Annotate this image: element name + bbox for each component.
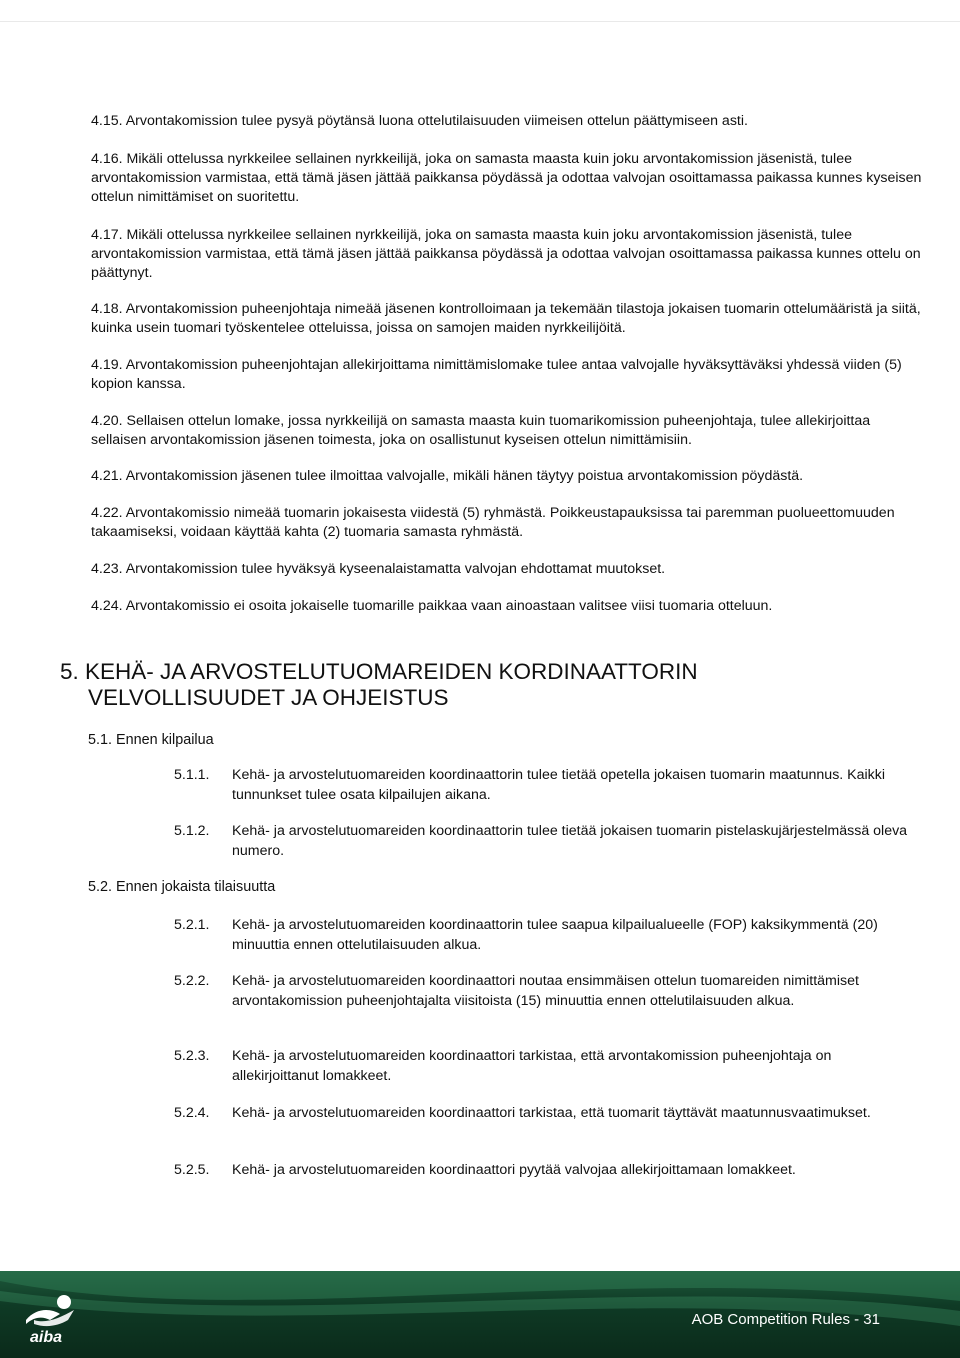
logo-wordmark: aiba bbox=[30, 1329, 63, 1346]
item-5-2-1 bbox=[174, 915, 914, 955]
section-heading-line1: 5. KEHÄ- JA ARVOSTELUTUOMAREIDEN KORDINAATTORIN bbox=[60, 659, 698, 684]
item-5-2-4 bbox=[174, 1103, 914, 1123]
rule-4-24: 4.24. Arvontakomissio ei osoita jokaiselle tuomarille paikkaa vaan ainoastaan valitsee viisi tuomaria otteluun. bbox=[91, 598, 773, 614]
section-heading-line2: VELVOLLISUUDET JA OHJEISTUS bbox=[88, 685, 449, 710]
item-text: Kehä- ja arvostelutuomareiden koordinaattori pyytää valvojaa allekirjoittamaan lomakkeet. bbox=[232, 1162, 796, 1178]
item-number: 5.2.3. bbox=[174, 1048, 210, 1064]
rule-4-22: 4.22. Arvontakomissio nimeää tuomarin jokaisesta viidestä (5) ryhmästä. Poikkeustapauksissa tai paremman puolueettomuuden takaamiseksi, voidaan käyttää kahta (2) tuomaria samasta ryhmästä. bbox=[91, 505, 895, 540]
rule-4-17: 4.17. Mikäli ottelussa nyrkkeilee sellainen nyrkkeilijä, joka on samasta maasta kuin joku arvontakomission jäsenistä, tulee arvontakomission varmistaa, että tämä jäsen jättää paikkansa pöydässä ja odottaa valvojan osoittamassa paikassa kunnes ottelu on päättynyt. bbox=[91, 227, 921, 281]
item-text: Kehä- ja arvostelutuomareiden koordinaattori noutaa ensimmäisen ottelun tuomareiden nimittämiset arvontakomission puheenjohtajalta viisitoista (15) minuuttia ennen ottelutilaisuuden alkua. bbox=[232, 973, 859, 1009]
rule-4-23: 4.23. Arvontakomission tulee hyväksyä kyseenalaistamatta valvojan ehdottamat muutokset. bbox=[91, 561, 666, 577]
item-5-1-1 bbox=[174, 765, 914, 805]
rule-4-18: 4.18. Arvontakomission puheenjohtaja nimeää jäsenen kontrolloimaan ja tekemään tilastoja jokaisen tuomarin ottelumääristä ja siitä, kuinka usein tuomari työskentelee otteluissa, joissa on samojen maiden nyrkkeilijöitä. bbox=[91, 301, 921, 336]
item-5-2-2 bbox=[174, 971, 914, 1011]
item-number: 5.2.4. bbox=[174, 1105, 210, 1121]
rule-4-19: 4.19. Arvontakomission puheenjohtajan allekirjoittama nimittämislomake tulee antaa valvojalle hyväksyttäväksi yhdessä viiden (5) kopion kanssa. bbox=[91, 357, 902, 392]
page-label: AOB Competition Rules - 31 bbox=[691, 1311, 880, 1328]
rule-4-15: 4.15. Arvontakomission tulee pysyä pöytänsä luona ottelutilaisuuden viimeisen ottelun päättymiseen asti. bbox=[91, 113, 748, 129]
subsection-title-5-2: 5.2. Ennen jokaista tilaisuutta bbox=[88, 879, 276, 895]
item-number: 5.2.1. bbox=[174, 917, 210, 933]
item-text: Kehä- ja arvostelutuomareiden koordinaattori tarkistaa, että arvontakomission puheenjohtaja on allekirjoittanut lomakkeet. bbox=[232, 1048, 832, 1084]
item-5-1-2 bbox=[174, 821, 914, 861]
page-top-band bbox=[0, 0, 960, 22]
item-text: Kehä- ja arvostelutuomareiden koordinaattori tarkistaa, että tuomarit täyttävät maatunnusvaatimukset. bbox=[232, 1105, 871, 1121]
item-5-2-3 bbox=[174, 1046, 914, 1086]
aiba-logo bbox=[20, 1290, 90, 1348]
item-text: Kehä- ja arvostelutuomareiden koordinaattorin tulee saapua kilpailualueelle (FOP) kaksikymmentä (20) minuuttia ennen ottelutilaisuuden alkua. bbox=[232, 917, 878, 953]
item-text: Kehä- ja arvostelutuomareiden koordinaattorin tulee tietää opetella jokaisen tuomarin maatunnus. Kaikki tunnunkset tulee osata kilpailujen aikana. bbox=[232, 767, 886, 803]
item-number: 5.2.5. bbox=[174, 1162, 210, 1178]
rule-4-20: 4.20. Sellaisen ottelun lomake, jossa nyrkkeilijä on samasta maasta kuin tuomarikomission puheenjohtaja, tulee allekirjoittaa sellaisen arvontakomission jäsenen toimesta, joka on osallistunut kyseisen ottelun nimittämisiin. bbox=[91, 413, 871, 448]
section-heading bbox=[60, 659, 920, 711]
item-number: 5.1.2. bbox=[174, 823, 210, 839]
item-text: Kehä- ja arvostelutuomareiden koordinaattorin tulee tietää jokaisen tuomarin pistelaskujärjestelmässä oleva numero. bbox=[232, 823, 908, 859]
item-number: 5.2.2. bbox=[174, 973, 210, 989]
subsection-title-5-1: 5.1. Ennen kilpailua bbox=[88, 732, 214, 748]
item-5-2-5 bbox=[174, 1160, 914, 1180]
rule-4-16: 4.16. Mikäli ottelussa nyrkkeilee sellainen nyrkkeilijä, joka on samasta maasta kuin joku arvontakomission jäsenistä, tulee arvontakomission varmistaa, että tämä jäsen jättää paikkansa pöydässä ja odottaa valvojan osoittamassa paikassa kunnes kyseisen ottelun nimittämiset on suoritettu. bbox=[91, 151, 922, 205]
item-number: 5.1.1. bbox=[174, 767, 210, 783]
rule-4-21: 4.21. Arvontakomission jäsenen tulee ilmoittaa valvojalle, mikäli hänen täytyy poistua arvontakomission pöydästä. bbox=[91, 468, 804, 484]
